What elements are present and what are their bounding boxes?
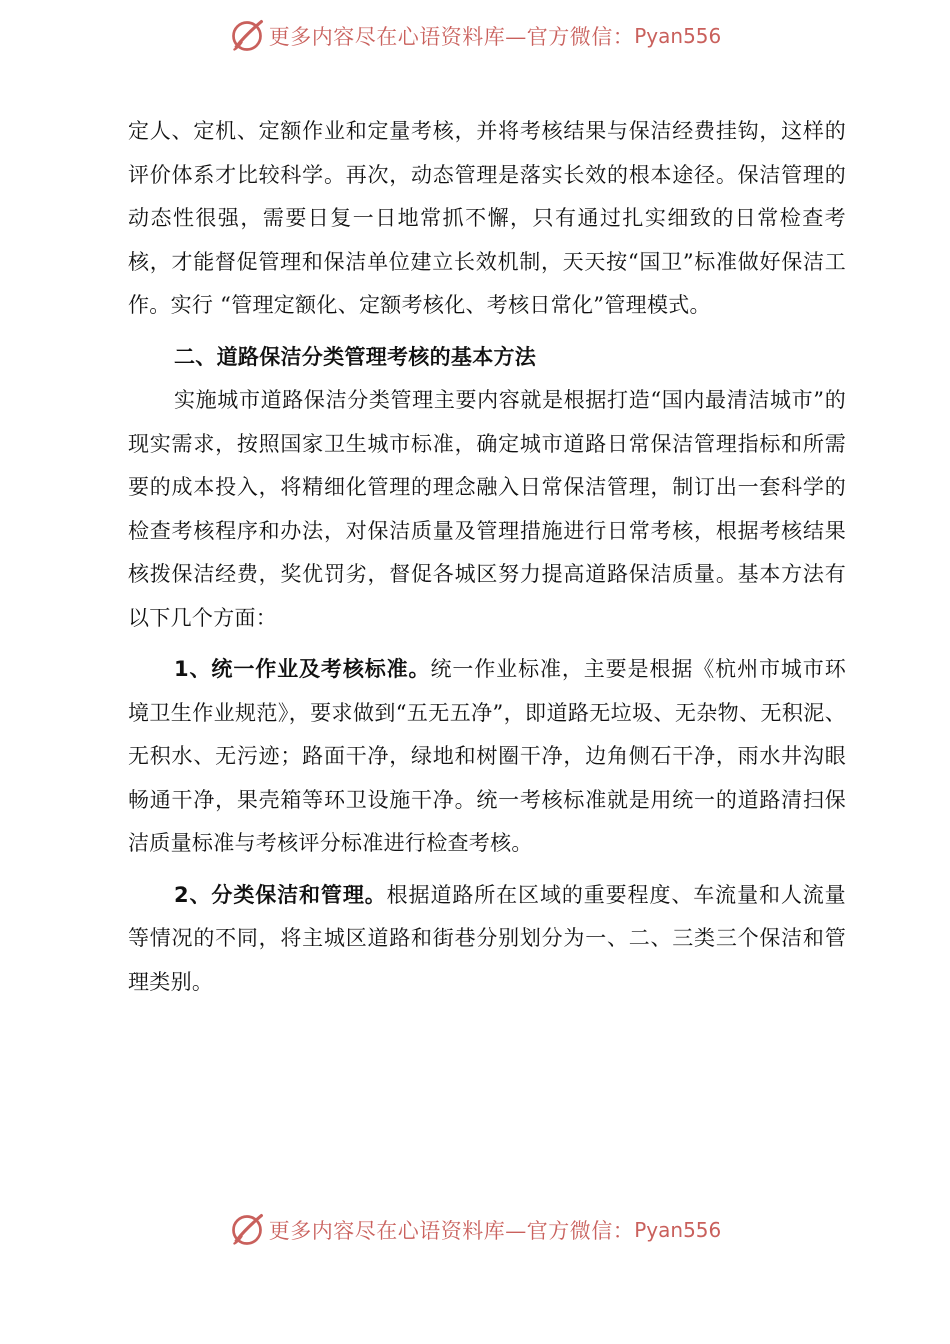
list-item-1-body: 统一作业标准，主要是根据《杭州市城市环境卫生作业规范》，要求做到“五无五净”，即道路无垃圾、无杂物、无积泥、无积水、无污迹；路面干净，绿地和树圈干净，边角侧石干净，雨水井沟眼畅通干净，果壳箱等环卫设施干净。统一考核标准就是用统一的道路清扫保洁质量标准与考核评分标准进行检查考核。 <box>128 657 846 855</box>
header-watermark-banner <box>0 14 950 58</box>
paragraph-intro: 实施城市道路保洁分类管理主要内容就是根据打造“国内最清洁城市”的现实需求，按照国家卫生城市标准，确定城市道路日常保洁管理指标和所需要的成本投入，将精细化管理的理念融入日常保洁管理，制订出一套科学的检查考核程序和办法，对保洁质量及管理措施进行日常考核，根据考核结果核拨保洁经费，奖优罚劣，督促各城区努力提高道路保洁质量。基本方法有以下几个方面： <box>128 388 846 630</box>
list-item-2-body: 根据道路所在区域的重要程度、车流量和人流量等情况的不同，将主城区道路和街巷分别划分为一、二、三类三个保洁和管理类别。 <box>128 882 846 994</box>
list-item-1-title: 1、统一作业及考核标准。 <box>174 657 431 681</box>
list-item-2 <box>128 874 846 1005</box>
brush-logo-icon <box>229 1212 265 1248</box>
document-body <box>128 110 846 1004</box>
paragraph-continuation: 定人、定机、定额作业和定量考核，并将考核结果与保洁经费挂钩，这样的评价体系才比较科学。再次，动态管理是落实长效的根本途径。保洁管理的动态性很强，需要日复一日地常抓不懈，只有通过扎实细致的日常检查考核，才能督促管理和保洁单位建立长效机制，天天按“国卫”标准做好保洁工作。实行 “管理定额化、定额考核化、考核日常化”管理模式。 <box>128 119 846 317</box>
section-heading <box>128 336 846 380</box>
banner-text: 更多内容尽在心语资料库—官方微信： <box>268 1219 635 1243</box>
brush-logo-icon <box>229 18 265 54</box>
banner-wechat-id: Pyan556 <box>634 24 722 48</box>
section-heading-text: 二、道路保洁分类管理考核的基本方法 <box>174 344 537 369</box>
footer-watermark-banner <box>0 1208 950 1252</box>
banner-text: 更多内容尽在心语资料库—官方微信： <box>268 25 635 49</box>
banner-wechat-id: Pyan556 <box>634 1218 722 1242</box>
list-item-2-title: 2、分类保洁和管理。 <box>174 882 387 907</box>
list-item-1 <box>128 648 846 866</box>
